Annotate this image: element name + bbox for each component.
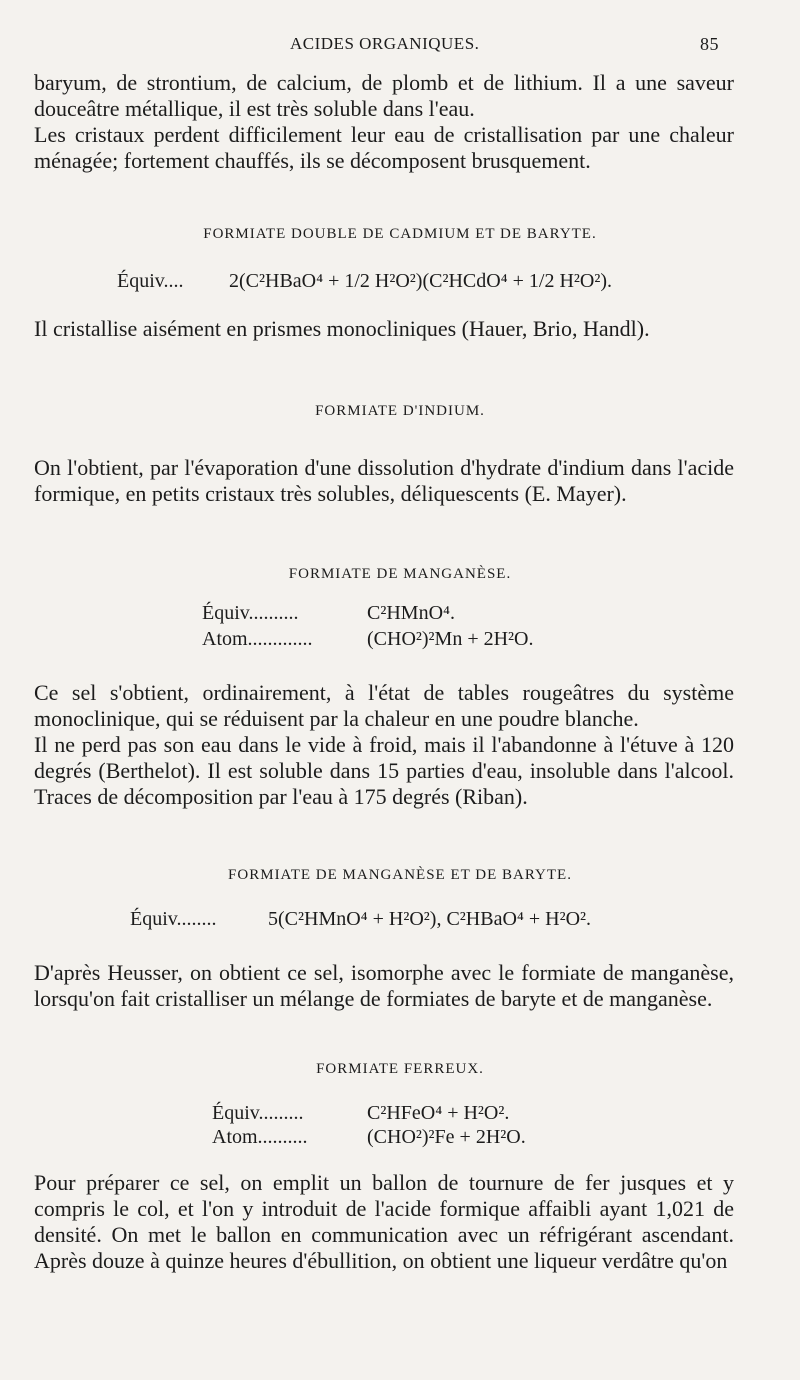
mn-baryte-paragraph: D'après Heusser, on obtient ce sel, isomorphe avec le formiate de manganèse, lorsqu'on fait cristalliser un mélange de formiates de baryte et de manganèse. xyxy=(34,960,734,1011)
equiv-formula: C²HMnO⁴. xyxy=(367,602,455,624)
ferreux-text xyxy=(34,1170,734,1274)
heading-manganese-baryte: FORMIATE DE MANGANÈSE ET DE BARYTE. xyxy=(228,867,572,883)
heading-ferreux: FORMIATE FERREUX. xyxy=(316,1061,484,1077)
indium-paragraph: On l'obtient, par l'évaporation d'une dissolution d'hydrate d'indium dans l'acide formique, en petits cristaux très solubles, déliquescents (E. Mayer). xyxy=(34,455,734,506)
intro-text xyxy=(34,70,734,174)
formula-mn-baryte-equiv xyxy=(130,908,591,931)
formula-ferreux-atom xyxy=(212,1126,526,1149)
heading-manganese: FORMIATE DE MANGANÈSE. xyxy=(288,566,512,582)
manganese-text xyxy=(34,680,734,810)
atom-label: Atom............. xyxy=(202,628,313,650)
intro-paragraph-2: Les cristaux perdent difficilement leur eau de cristallisation par une chaleur ménagée; fortement chauffés, ils se décomposent brusquement. xyxy=(34,122,734,173)
equiv-label: Équiv.... xyxy=(117,270,184,292)
running-header xyxy=(0,34,800,60)
atom-formula: (CHO²)²Mn + 2H²O. xyxy=(367,628,534,650)
formula-ferreux-equiv xyxy=(212,1102,509,1125)
equiv-label: Équiv.......... xyxy=(202,602,299,624)
intro-paragraph-1: baryum, de strontium, de calcium, de plomb et de lithium. Il a une saveur douceâtre métallique, il est très soluble dans l'eau. xyxy=(34,70,734,121)
formula-manganese-atom xyxy=(202,628,533,651)
equiv-formula: 5(C²HMnO⁴ + H²O²), C²HBaO⁴ + H²O². xyxy=(268,908,592,930)
atom-formula: (CHO²)²Fe + 2H²O. xyxy=(367,1126,526,1148)
header-title: ACIDES ORGANIQUES. xyxy=(290,34,480,53)
ferreux-paragraph: Pour préparer ce sel, on emplit un ballon de tournure de fer jusques et y compris le col, et l'on y introduit de l'acide formique affaibli ayant 1,021 de densité. On met le ballon en communication avec un réfrigérant ascendant. Après douze à quinze heures d'ébullition, on obtient une liqueur verdâtre qu'on xyxy=(34,1170,734,1273)
cadmium-text xyxy=(34,316,734,342)
cadmium-paragraph: Il cristallise aisément en prismes monocliniques (Hauer, Brio, Handl). xyxy=(34,316,650,341)
equiv-label: Équiv........ xyxy=(130,908,217,930)
equiv-formula: C²HFeO⁴ + H²O². xyxy=(367,1102,510,1124)
manganese-paragraph-2: Il ne perd pas son eau dans le vide à froid, mais il l'abandonne à l'étuve à 120 degrés (Berthelot). Il est soluble dans 15 parties d'eau, insoluble dans l'alcool. Traces de décomposition par l'eau à 175 degrés (Riban). xyxy=(34,732,734,809)
equiv-label: Équiv......... xyxy=(212,1102,304,1124)
heading-indium: FORMIATE D'INDIUM. xyxy=(315,403,485,419)
heading-cadmium-baryte: FORMIATE DOUBLE DE CADMIUM ET DE BARYTE. xyxy=(203,226,597,242)
page-number: 85 xyxy=(700,34,719,54)
equiv-formula: 2(C²HBaO⁴ + 1/2 H²O²)(C²HCdO⁴ + 1/2 H²O²). xyxy=(229,270,613,292)
formula-cadmium-equiv xyxy=(117,270,612,293)
mn-baryte-text xyxy=(34,960,734,1012)
manganese-paragraph-1: Ce sel s'obtient, ordinairement, à l'état de tables rougeâtres du système monoclinique, qui se réduisent par la chaleur en une poudre blanche. xyxy=(34,680,734,731)
atom-label: Atom.......... xyxy=(212,1126,308,1148)
indium-text xyxy=(34,455,734,507)
formula-manganese-equiv xyxy=(202,602,455,625)
